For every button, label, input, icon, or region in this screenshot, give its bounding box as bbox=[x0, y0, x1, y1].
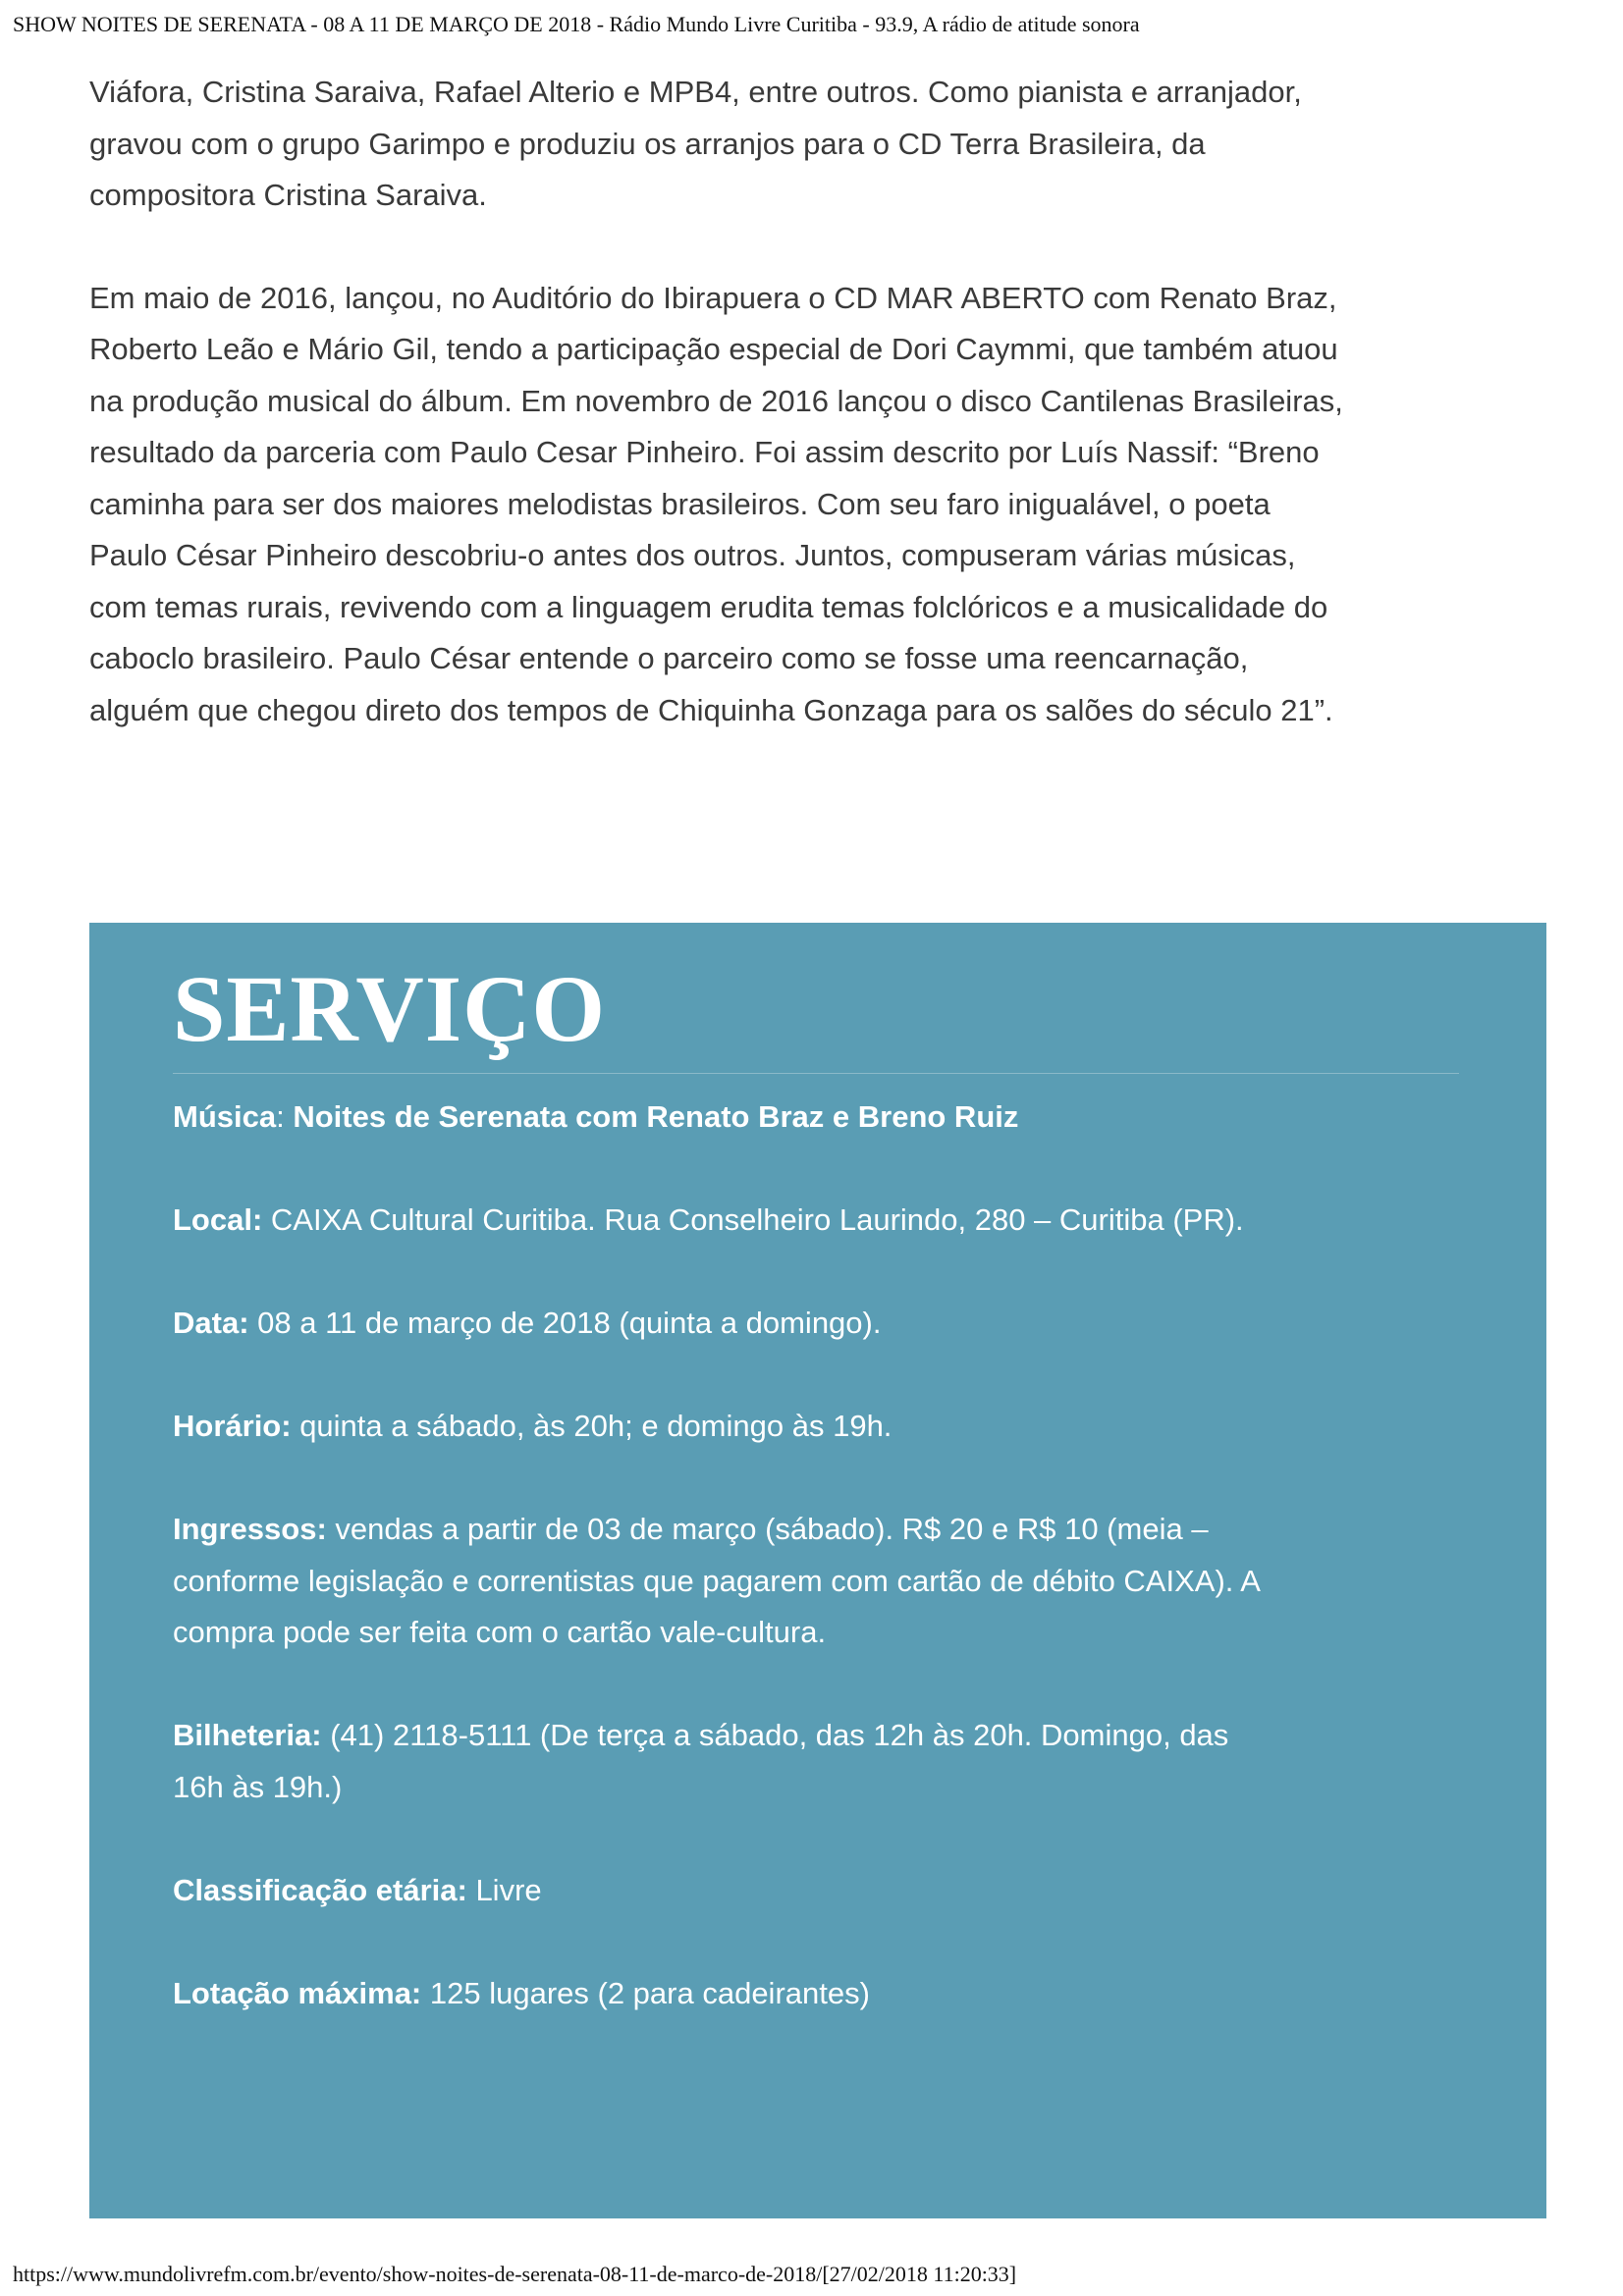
paragraph-line: com temas rurais, revivendo com a linguagem erudita temas folclóricos e a musicalidade do bbox=[89, 589, 1328, 624]
musica-label: Música bbox=[173, 1099, 277, 1134]
paragraph-line: alguém que chegou direto dos tempos de Chiquinha Gonzaga para os salões do século 21”. bbox=[89, 692, 1333, 727]
print-header: SHOW NOITES DE SERENATA - 08 A 11 DE MARÇO DE 2018 - Rádio Mundo Livre Curitiba - 93.9, A rádio de atitude sonora bbox=[13, 12, 1140, 36]
paragraph-line: caboclo brasileiro. Paulo César entende o parceiro como se fosse uma reencarnação, bbox=[89, 641, 1249, 675]
servico-local bbox=[173, 1195, 1469, 1247]
bilheteria-line bbox=[173, 1710, 1469, 1762]
servico-ingressos bbox=[173, 1504, 1469, 1659]
ingressos-line bbox=[173, 1504, 1469, 1556]
ingressos-line: conforme legislação e correntistas que pagarem com cartão de débito CAIXA). A bbox=[173, 1563, 1261, 1598]
paragraph-line: Em maio de 2016, lançou, no Auditório do Ibirapuera o CD MAR ABERTO com Renato Braz, bbox=[89, 280, 1337, 315]
data-label: Data: bbox=[173, 1306, 249, 1340]
servico-horario bbox=[173, 1401, 1469, 1453]
bilheteria-line: 16h às 19h.) bbox=[173, 1769, 343, 1804]
servico-title: SERVIÇO bbox=[173, 956, 607, 1061]
paragraph-line: resultado da parceria com Paulo Cesar Pinheiro. Foi assim descrito por Luís Nassif: “Breno bbox=[89, 435, 1320, 469]
lotacao-label: Lotação máxima: bbox=[173, 1975, 422, 2010]
musica-separator: : bbox=[276, 1099, 294, 1134]
paragraph-line: caminha para ser dos maiores melodistas brasileiros. Com seu faro inigualável, o poeta bbox=[89, 486, 1271, 521]
bilheteria-label: Bilheteria: bbox=[173, 1718, 322, 1752]
paragraph-line: Paulo César Pinheiro descobriu-o antes dos outros. Juntos, compuseram várias músicas, bbox=[89, 538, 1296, 572]
servico-musica bbox=[173, 1092, 1469, 1144]
horario-label: Horário: bbox=[173, 1409, 292, 1443]
data-value: 08 a 11 de março de 2018 (quinta a domingo). bbox=[248, 1306, 882, 1340]
paragraph-line: compositora Cristina Saraiva. bbox=[89, 178, 487, 212]
servico-classificacao bbox=[173, 1865, 1469, 1917]
ingressos-value: vendas a partir de 03 de março (sábado). R$ 20 e R$ 10 (meia – bbox=[326, 1512, 1209, 1546]
servico-lotacao bbox=[173, 1968, 1469, 2020]
horario-value: quinta a sábado, às 20h; e domingo às 19h. bbox=[291, 1409, 893, 1443]
paragraph-line: gravou com o grupo Garimpo e produziu os arranjos para o CD Terra Brasileira, da bbox=[89, 126, 1206, 161]
bilheteria-value: (41) 2118-5111 (De terça a sábado, das 12h às 20h. Domingo, das bbox=[321, 1718, 1229, 1752]
paragraph-line: Roberto Leão e Mário Gil, tendo a participação especial de Dori Caymmi, que também atuou bbox=[89, 332, 1338, 366]
article-paragraph-2 bbox=[89, 273, 1552, 737]
lotacao-value: 125 lugares (2 para cadeirantes) bbox=[421, 1975, 870, 2010]
local-value: CAIXA Cultural Curitiba. Rua Conselheiro Laurindo, 280 – Curitiba (PR). bbox=[262, 1202, 1244, 1237]
servico-box bbox=[89, 923, 1546, 2218]
servico-bilheteria bbox=[173, 1710, 1469, 1813]
servico-divider bbox=[173, 1073, 1459, 1074]
ingressos-label: Ingressos: bbox=[173, 1512, 327, 1546]
classificacao-label: Classificação etária: bbox=[173, 1872, 467, 1907]
musica-value: Noites de Serenata com Renato Braz e Breno Ruiz bbox=[293, 1099, 1019, 1134]
print-footer-url: https://www.mundolivrefm.com.br/evento/show-noites-de-serenata-08-11-de-marco-de-2018/[27/02/2018 11:20:33] bbox=[13, 2262, 1017, 2286]
ingressos-line: compra pode ser feita com o cartão vale-cultura. bbox=[173, 1615, 827, 1649]
article-body bbox=[89, 67, 1552, 787]
paragraph-line: Viáfora, Cristina Saraiva, Rafael Alterio e MPB4, entre outros. Como pianista e arranjador, bbox=[89, 75, 1302, 109]
servico-details bbox=[173, 1092, 1469, 2071]
servico-data bbox=[173, 1298, 1469, 1350]
article-paragraph-1 bbox=[89, 67, 1552, 222]
classificacao-value: Livre bbox=[466, 1872, 542, 1907]
local-label: Local: bbox=[173, 1202, 263, 1237]
paragraph-line: na produção musical do álbum. Em novembro de 2016 lançou o disco Cantilenas Brasileiras, bbox=[89, 383, 1343, 418]
